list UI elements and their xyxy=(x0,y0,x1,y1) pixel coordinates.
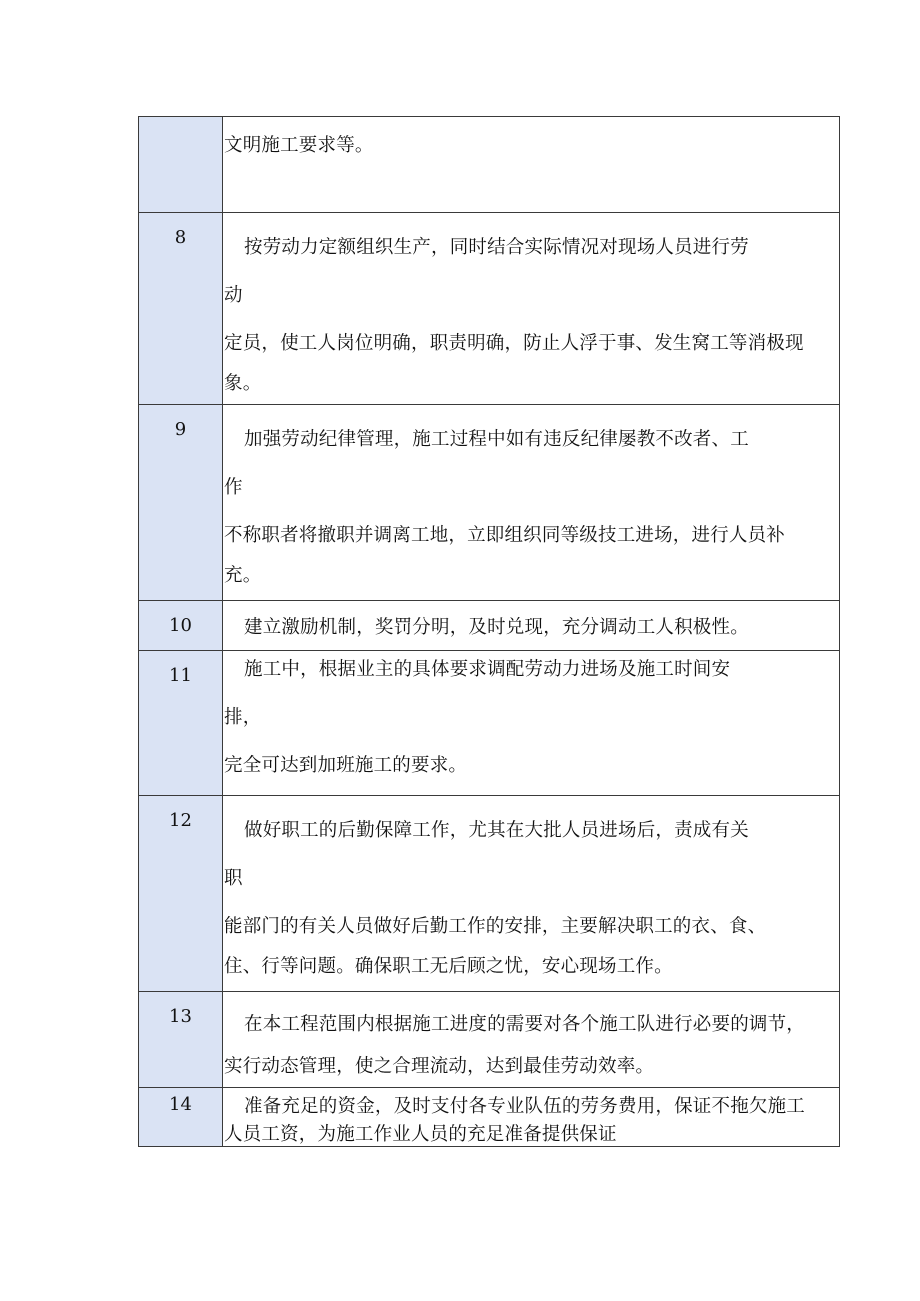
row-number: 11 xyxy=(169,665,192,686)
text-line: 能部门的有关人员做好后勤工作的安排，主要解决职工的衣、食、 xyxy=(224,916,767,937)
text-line: 做好职工的后勤保障工作，尤其在大批人员进场后，责成有关 xyxy=(244,820,749,841)
text-line: 象。 xyxy=(224,373,262,394)
row-number: 8 xyxy=(174,227,187,248)
row-number-cell xyxy=(139,796,223,992)
row-text-cell xyxy=(223,213,840,405)
row-text-cell xyxy=(223,601,840,651)
row-number-cell xyxy=(139,405,223,601)
table-row xyxy=(139,1088,840,1147)
row-number: 10 xyxy=(169,615,192,636)
row-number-cell xyxy=(139,601,223,651)
text-line: 人员工资，为施工作业人员的充足准备提供保证 xyxy=(224,1124,617,1145)
table-row xyxy=(139,405,840,601)
text-line: 加强劳动纪律管理，施工过程中如有违反纪律屡教不改者、工 xyxy=(244,429,749,450)
row-number-cell xyxy=(139,651,223,796)
table-row xyxy=(139,651,840,796)
text-line: 完全可达到加班施工的要求。 xyxy=(224,755,468,776)
row-number-cell xyxy=(139,117,223,213)
row-text-cell xyxy=(223,651,840,796)
text-line: 在本工程范围内根据施工进度的需要对各个施工队进行必要的调节， xyxy=(244,1014,806,1035)
table-row xyxy=(139,117,840,213)
row-text-cell xyxy=(223,1088,840,1147)
table-row xyxy=(139,796,840,992)
row-number-cell xyxy=(139,1088,223,1147)
text-line: 作 xyxy=(224,477,243,498)
row-number: 13 xyxy=(169,1006,192,1027)
row-text-cell xyxy=(223,796,840,992)
row-text-cell xyxy=(223,992,840,1088)
table-row xyxy=(139,992,840,1088)
content-table xyxy=(138,116,840,1147)
table-row xyxy=(139,213,840,405)
text-line: 按劳动力定额组织生产，同时结合实际情况对现场人员进行劳 xyxy=(244,237,749,258)
text-line: 定员，使工人岗位明确，职责明确，防止人浮于事、发生窝工等消极现 xyxy=(224,333,804,354)
text-line: 实行动态管理，使之合理流动，达到最佳劳动效率。 xyxy=(224,1056,655,1077)
row-number-cell xyxy=(139,213,223,405)
text-line: 不称职者将撤职并调离工地，立即组织同等级技工进场，进行人员补 xyxy=(224,525,786,546)
text-line: 文明施工要求等。 xyxy=(224,135,374,156)
row-text-cell xyxy=(223,405,840,601)
table-row xyxy=(139,601,840,651)
text-line: 准备充足的资金，及时支付各专业队伍的劳务费用，保证不拖欠施工 xyxy=(244,1096,806,1117)
row-number-cell xyxy=(139,992,223,1088)
text-line: 建立激励机制，奖罚分明，及时兑现，充分调动工人积极性。 xyxy=(244,616,749,638)
row-text-cell xyxy=(223,117,840,213)
row-number: 14 xyxy=(169,1094,192,1115)
text-line: 排， xyxy=(224,707,262,728)
text-line: 职 xyxy=(224,868,243,889)
text-line: 动 xyxy=(224,285,243,306)
row-number: 9 xyxy=(174,419,187,440)
row-number: 12 xyxy=(169,810,192,831)
text-line: 充。 xyxy=(224,565,262,586)
text-line: 住、行等问题。确保职工无后顾之忧，安心现场工作。 xyxy=(224,956,673,977)
text-line: 施工中，根据业主的具体要求调配劳动力进场及施工时间安 xyxy=(244,659,731,680)
